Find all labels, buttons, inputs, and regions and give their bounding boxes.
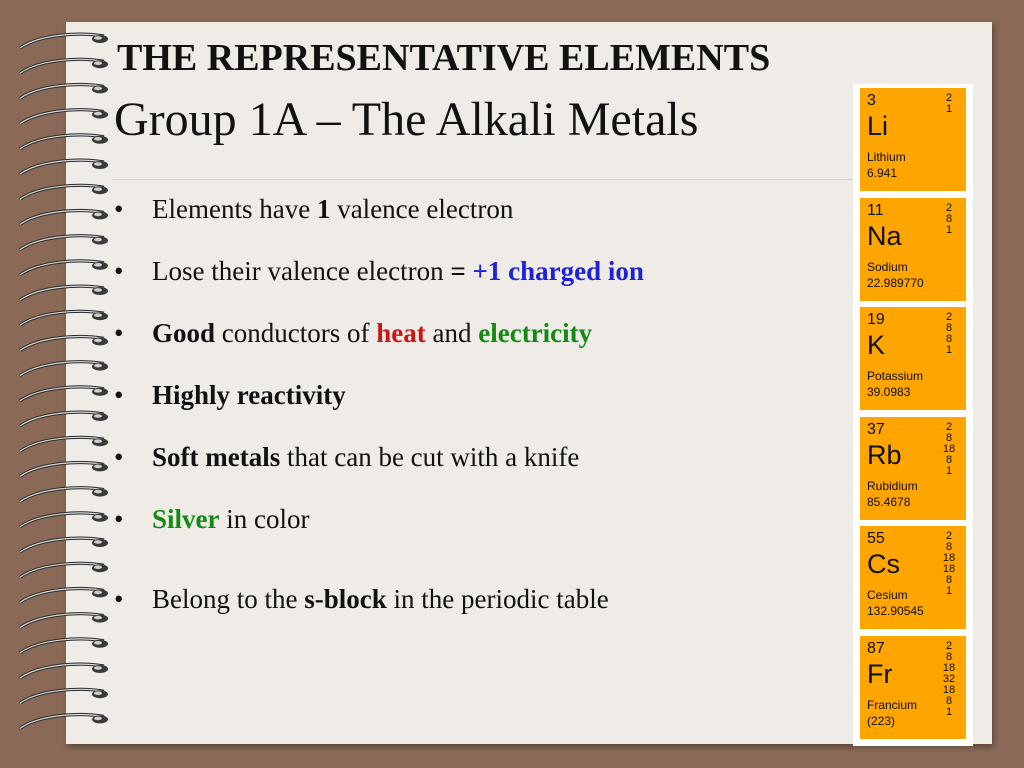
slide-title: THE REPRESENTATIVE ELEMENTS [117, 37, 771, 79]
atomic-mass: 39.0983 [867, 385, 911, 399]
element-symbol: Na [867, 220, 902, 251]
element-card-rubidium [860, 417, 966, 520]
shell-count: 8 [945, 694, 953, 707]
electron-shells [939, 531, 959, 597]
shell-count: 8 [945, 333, 953, 345]
atomic-mass: 6.941 [867, 166, 898, 180]
shell-count: 8 [945, 574, 953, 586]
element-symbol: Rb [867, 439, 902, 470]
element-card-cesium [860, 526, 966, 629]
bullet-text: electricity [478, 318, 593, 348]
bullet-marker: • [114, 194, 124, 224]
bullet-item [114, 380, 346, 411]
atomic-number: 19 [867, 311, 885, 328]
atomic-mass: 132.90545 [867, 604, 924, 618]
bullet-text: in the periodic table [386, 584, 609, 614]
shell-count: 1 [945, 585, 953, 597]
electron-shells [939, 312, 959, 356]
element-name: Cesium [867, 588, 908, 602]
atomic-mass: 22.989770 [867, 275, 924, 290]
shell-count: 18 [942, 552, 956, 564]
bullet-text: heat [376, 318, 426, 348]
bullet-item [114, 194, 513, 225]
electron-shells [939, 203, 959, 236]
element-name: Francium [867, 697, 918, 712]
electron-shells [939, 641, 959, 718]
bullet-marker: • [114, 442, 124, 472]
element-symbol: Cs [867, 549, 900, 579]
atomic-number: 11 [867, 201, 884, 219]
bullet-marker: • [114, 318, 124, 348]
bullet-item [114, 256, 644, 287]
element-name: Lithium [867, 150, 906, 164]
shell-count: 1 [945, 344, 953, 356]
bullet-text: +1 charged ion [472, 256, 644, 286]
electron-shells [939, 93, 959, 115]
spiral-binding [0, 0, 130, 768]
element-card-lithium [860, 88, 966, 191]
atomic-mass: (223) [867, 713, 896, 728]
bullet-text: Belong to the [152, 584, 305, 614]
shell-count: 2 [945, 639, 953, 652]
bullet-item [114, 504, 309, 535]
bullet-text: s-block [304, 584, 387, 614]
electron-shells [939, 422, 959, 477]
slide-subtitle: Group 1A – The Alkali Metals [114, 93, 699, 146]
shell-count: 18 [942, 683, 956, 696]
bullet-marker: • [114, 504, 124, 534]
element-name: Sodium [867, 259, 908, 274]
element-name: Rubidium [867, 478, 918, 493]
bullet-marker: • [114, 256, 124, 286]
shell-count: 8 [945, 650, 953, 663]
bullet-text: Elements have [152, 194, 317, 224]
shell-count: 32 [942, 672, 956, 685]
shell-count: 8 [945, 212, 953, 225]
element-symbol: Li [867, 111, 889, 141]
shell-count: 1 [945, 103, 953, 115]
shell-count: 8 [945, 431, 953, 444]
bullet-text: Silver [152, 504, 220, 534]
shell-count: 18 [942, 661, 956, 674]
bullet-text: Highly reactivity [152, 380, 346, 410]
element-card-francium [860, 636, 966, 739]
bullet-item [114, 442, 579, 473]
shell-count: 18 [942, 442, 956, 455]
shell-count: 1 [945, 223, 953, 236]
shell-count: 2 [945, 92, 953, 104]
element-card-potassium [860, 307, 966, 410]
bullet-text: and [425, 318, 479, 348]
shell-count: 8 [945, 541, 953, 553]
bullet-text: conductors of [215, 318, 377, 348]
shell-count: 8 [945, 453, 953, 466]
element-symbol: K [867, 330, 886, 360]
shell-count: 2 [945, 311, 953, 323]
bullet-text: in color [219, 504, 310, 534]
bullet-marker: • [114, 380, 124, 410]
element-card-sodium [860, 198, 966, 301]
shell-count: 1 [945, 705, 953, 718]
atomic-number: 55 [867, 530, 885, 547]
bullet-text: that can be cut with a knife [280, 442, 580, 472]
atomic-mass: 85.4678 [867, 494, 911, 509]
shell-count: 18 [942, 563, 956, 575]
bullet-text: Lose their valence electron [152, 256, 451, 286]
bullet-text: = [450, 256, 473, 286]
atomic-number: 87 [867, 639, 885, 657]
bullet-text: Soft metals [152, 442, 281, 472]
atomic-number: 3 [867, 92, 876, 109]
element-name: Potassium [867, 369, 924, 383]
bullet-marker: • [114, 584, 124, 614]
shell-count: 2 [945, 201, 953, 214]
shell-count: 8 [945, 322, 953, 334]
bullet-item [114, 318, 592, 349]
element-symbol: Fr [867, 658, 893, 689]
shell-count: 2 [945, 530, 953, 542]
shell-count: 1 [945, 464, 953, 477]
bullet-item [114, 584, 609, 615]
bullet-text: valence electron [330, 194, 514, 224]
title-divider [112, 179, 852, 180]
element-card-column [853, 84, 973, 746]
atomic-number: 37 [867, 420, 885, 438]
bullet-text: Good [152, 318, 216, 348]
bullet-text: 1 [316, 194, 331, 224]
shell-count: 2 [945, 420, 953, 433]
